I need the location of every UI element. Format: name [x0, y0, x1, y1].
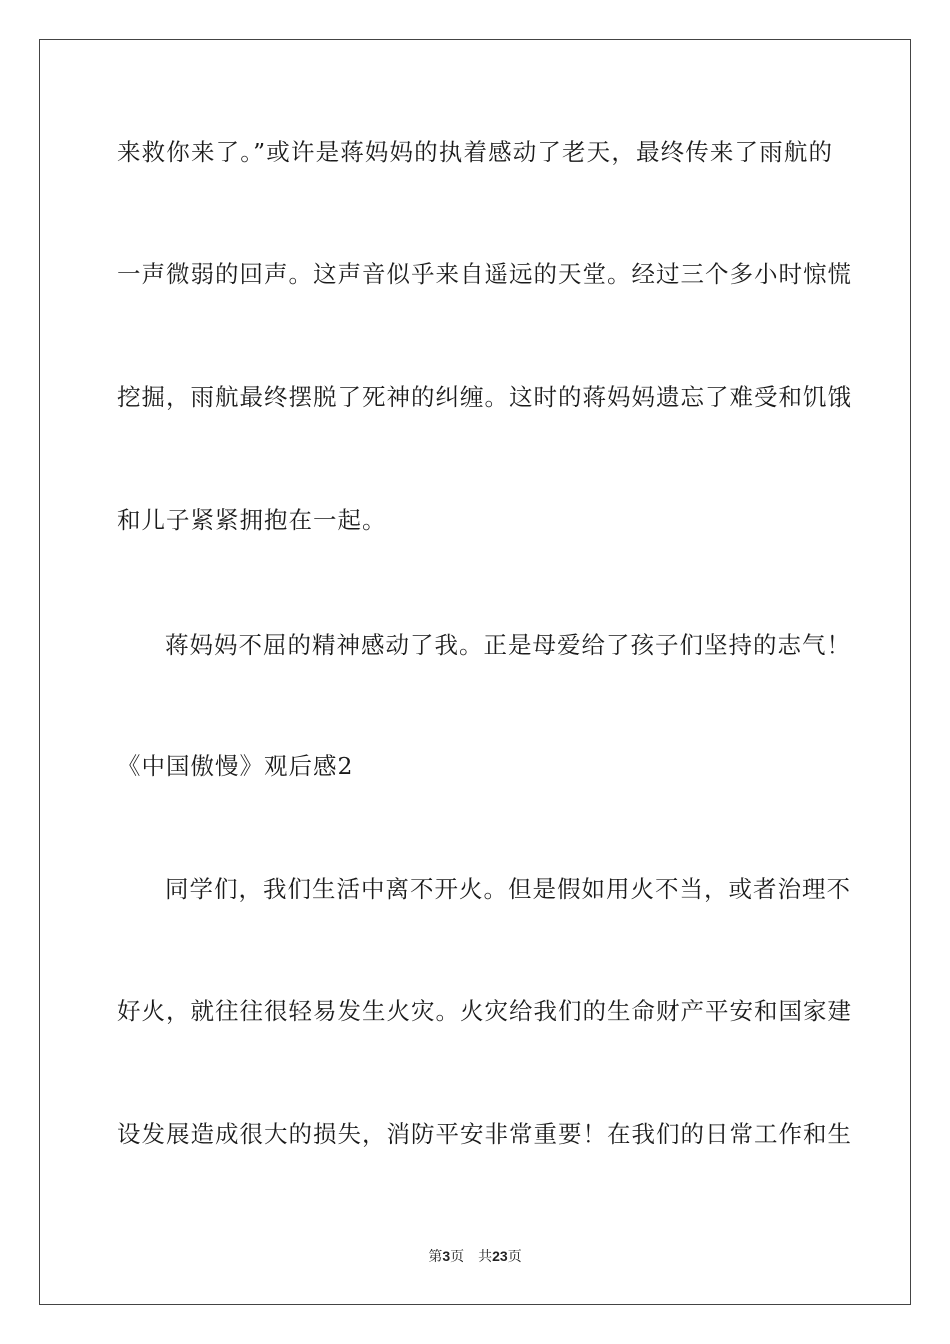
page-suffix: 页	[450, 1249, 465, 1265]
paragraph-line: 好火，就往往很轻易发生火灾。火灾给我们的生命财产平安和国家建	[117, 997, 852, 1025]
page-footer	[0, 1247, 950, 1266]
total-pages: 23	[492, 1248, 508, 1264]
paragraph-line: 蒋妈妈不屈的精神感动了我。正是母爱给了孩子们坚持的志气！	[165, 631, 851, 659]
paragraph-line: 和儿子紧紧拥抱在一起。	[117, 506, 387, 534]
total-suffix: 页	[507, 1249, 522, 1265]
page-number: 3	[442, 1248, 451, 1264]
paragraph-line: 来救你来了。”或许是蒋妈妈的执着感动了老天，最终传来了雨航的	[117, 138, 833, 166]
paragraph-line: 挖掘，雨航最终摆脱了死神的纠缠。这时的蒋妈妈遗忘了难受和饥饿	[117, 383, 852, 411]
page-prefix: 第	[428, 1249, 443, 1265]
paragraph-line: 一声微弱的回声。这声音似乎来自遥远的天堂。经过三个多小时惊慌	[117, 260, 852, 288]
paragraph-line: 设发展造成很大的损失，消防平安非常重要！在我们的日常工作和生	[117, 1120, 852, 1148]
page-border	[39, 39, 911, 1305]
paragraph-line: 同学们，我们生活中离不开火。但是假如用火不当，或者治理不	[165, 875, 851, 903]
section-heading: 《中国傲慢》观后感2	[117, 752, 354, 780]
total-prefix: 共	[478, 1249, 493, 1265]
